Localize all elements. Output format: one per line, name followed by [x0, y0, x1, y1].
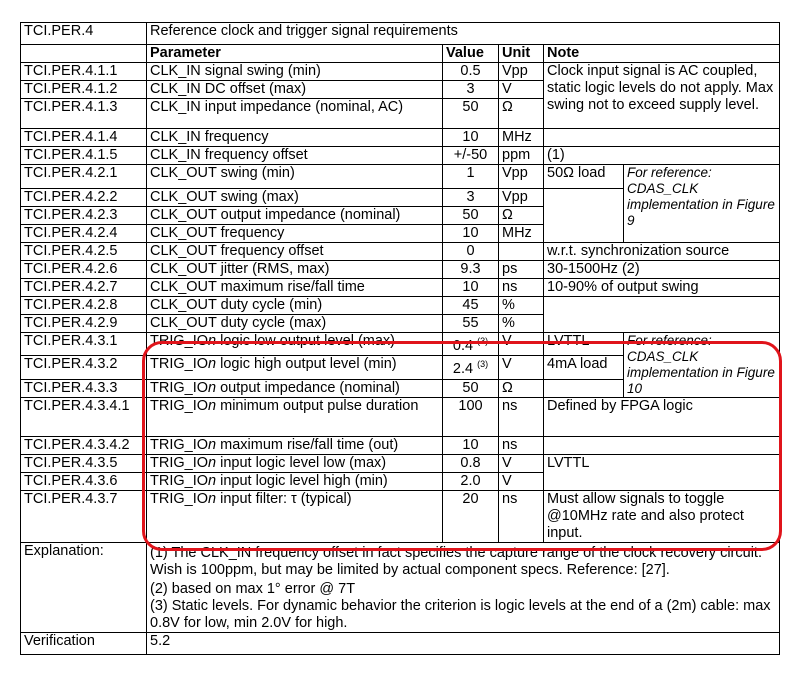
parameter-cell: CLK_OUT duty cycle (max)	[147, 315, 443, 333]
verification-value: 5.2	[147, 633, 780, 655]
unit-cell: Vpp	[499, 189, 544, 207]
requirement-id: TCI.PER.4.3.7	[21, 491, 147, 543]
parameter-text: TRIG_IO	[150, 379, 209, 396]
value-cell: 0	[443, 243, 499, 261]
unit-cell: Ω	[499, 99, 544, 129]
parameter-cell: CLK_OUT swing (min)	[147, 165, 443, 189]
unit-cell: Ω	[499, 379, 544, 397]
value-cell: 3	[443, 189, 499, 207]
note-cell: For reference: CDAS_CLK implementation in Figure 10	[624, 333, 780, 398]
value-cell: 50	[443, 379, 499, 397]
section-id: TCI.PER.4	[21, 23, 147, 45]
parameter-cell	[147, 491, 443, 543]
section-title: Reference clock and trigger signal requirements	[147, 23, 780, 45]
note-cell: 10-90% of output swing	[544, 279, 780, 297]
requirement-id: TCI.PER.4.2.7	[21, 279, 147, 297]
unit-cell: Ω	[499, 207, 544, 225]
parameter-text: input logic level low (max)	[216, 455, 387, 471]
parameter-cell: CLK_OUT maximum rise/fall time	[147, 279, 443, 297]
value-cell: 10	[443, 225, 499, 243]
requirement-id: TCI.PER.4.3.6	[21, 473, 147, 491]
footnote-3: (3) Static levels. For dynamic behavior the criterion is logic levels at the end of a (2m) cable: max 0.8V for low, min 2.0V for high.	[150, 598, 771, 631]
parameter-italic: n	[208, 398, 217, 414]
value-cell: 20	[443, 491, 499, 543]
parameter-cell: CLK_IN input impedance (nominal, AC)	[147, 99, 443, 129]
requirement-id: TCI.PER.4.1.5	[21, 147, 147, 165]
requirement-id: TCI.PER.4.1.2	[21, 81, 147, 99]
unit-cell: V	[499, 473, 544, 491]
note-cell: LVTTL	[544, 333, 624, 356]
requirement-id: TCI.PER.4.2.5	[21, 243, 147, 261]
note-cell	[544, 437, 780, 455]
value-cell: 0.8	[443, 455, 499, 473]
parameter-text: TRIG_IO	[150, 356, 209, 373]
parameter-italic: n	[208, 356, 217, 373]
unit-cell: %	[499, 315, 544, 333]
parameter-italic: n	[208, 437, 217, 453]
parameter-cell: CLK_IN signal swing (min)	[147, 63, 443, 81]
verification-label: Verification	[21, 633, 147, 655]
requirement-id: TCI.PER.4.2.6	[21, 261, 147, 279]
requirement-id: TCI.PER.4.3.2	[21, 356, 147, 379]
parameter-text: input filter: τ (typical)	[216, 491, 352, 507]
unit-cell: V	[499, 455, 544, 473]
parameter-text: TRIG_IO	[150, 473, 209, 489]
unit-cell: MHz	[499, 225, 544, 243]
parameter-cell	[147, 437, 443, 455]
value-cell: 10	[443, 279, 499, 297]
value-cell: 9.3	[443, 261, 499, 279]
requirement-id: TCI.PER.4.3.3	[21, 379, 147, 397]
parameter-cell	[147, 398, 443, 437]
requirement-id: TCI.PER.4.3.1	[21, 333, 147, 356]
requirement-id: TCI.PER.4.2.8	[21, 297, 147, 315]
parameter-text: TRIG_IO	[150, 437, 209, 453]
col-header-unit: Unit	[499, 45, 544, 63]
requirement-id: TCI.PER.4.3.4.1	[21, 398, 147, 437]
note-cell: 4mA load	[544, 356, 624, 379]
note-cell	[544, 297, 780, 333]
note-cell	[544, 189, 624, 243]
unit-cell: V	[499, 356, 544, 379]
table-row	[21, 129, 780, 147]
requirement-id: TCI.PER.4.2.9	[21, 315, 147, 333]
parameter-cell	[147, 333, 443, 356]
note-cell: Must allow signals to toggle @10MHz rate and also protect input.	[544, 491, 780, 543]
parameter-cell: CLK_OUT swing (max)	[147, 189, 443, 207]
table-row	[21, 333, 780, 356]
unit-cell: V	[499, 81, 544, 99]
unit-cell: Vpp	[499, 165, 544, 189]
parameter-cell: CLK_IN frequency	[147, 129, 443, 147]
note-cell: w.r.t. synchronization source	[544, 243, 780, 261]
note-cell: LVTTL	[544, 455, 780, 491]
value-cell: 0.5	[443, 63, 499, 81]
requirement-id: TCI.PER.4.3.4.2	[21, 437, 147, 455]
parameter-cell: CLK_OUT frequency	[147, 225, 443, 243]
unit-cell: ns	[499, 491, 544, 543]
parameter-italic: n	[208, 491, 217, 507]
requirement-id: TCI.PER.4.2.4	[21, 225, 147, 243]
unit-cell: ps	[499, 261, 544, 279]
note-cell: Clock input signal is AC coupled, static logic levels do not apply. Max swing not to exceed supply level.	[544, 63, 780, 129]
parameter-cell	[147, 356, 443, 379]
parameter-cell: CLK_OUT jitter (RMS, max)	[147, 261, 443, 279]
table-row	[21, 297, 780, 315]
parameter-text: minimum output pulse duration	[216, 398, 419, 414]
table-row	[21, 165, 780, 189]
parameter-text: input logic level high (min)	[216, 473, 388, 489]
note-cell: 30-1500Hz (2)	[544, 261, 780, 279]
parameter-text: maximum rise/fall time (out)	[216, 437, 399, 453]
parameter-italic: n	[208, 455, 217, 471]
table-row	[21, 455, 780, 473]
requirement-id: TCI.PER.4.1.4	[21, 129, 147, 147]
table-row	[21, 398, 780, 437]
requirement-id: TCI.PER.4.3.5	[21, 455, 147, 473]
col-header-note: Note	[544, 45, 780, 63]
note-cell	[544, 129, 780, 147]
value-cell: 100	[443, 398, 499, 437]
requirement-id: TCI.PER.4.1.1	[21, 63, 147, 81]
note-cell: 50Ω load	[544, 165, 624, 189]
unit-cell: MHz	[499, 129, 544, 147]
parameter-cell: CLK_IN DC offset (max)	[147, 81, 443, 99]
value-cell: 3	[443, 81, 499, 99]
parameter-text: logic high output level (min)	[216, 356, 397, 373]
parameter-cell: CLK_OUT duty cycle (min)	[147, 297, 443, 315]
unit-cell: ppm	[499, 147, 544, 165]
value-cell	[443, 356, 499, 379]
unit-cell: Vpp	[499, 63, 544, 81]
requirement-id: TCI.PER.4.1.3	[21, 99, 147, 129]
value-cell: 50	[443, 207, 499, 225]
footnote-2: (2) based on max 1° error @ 7T	[150, 581, 356, 597]
parameter-italic: n	[208, 473, 217, 489]
col-header-parameter: Parameter	[147, 45, 443, 63]
value-text: 0.4	[452, 337, 474, 354]
table-row	[21, 243, 780, 261]
parameter-text: output impedance (nominal)	[216, 379, 400, 396]
table-row	[21, 63, 780, 81]
parameter-cell	[147, 379, 443, 397]
parameter-cell: CLK_OUT frequency offset	[147, 243, 443, 261]
unit-cell: %	[499, 297, 544, 315]
parameter-cell	[147, 455, 443, 473]
parameter-text: TRIG_IO	[150, 333, 209, 349]
footnote-1: (1) The CLK_IN frequency offset in fact specifies the capture range of the clock recovery circuit. Wish is 100ppm, but may be limited by actual component specs. Reference: [27].	[150, 545, 762, 578]
value-cell: 55	[443, 315, 499, 333]
explanation-text	[147, 543, 780, 633]
value-cell: 50	[443, 99, 499, 129]
requirements-table	[20, 22, 780, 655]
parameter-italic: n	[208, 379, 217, 396]
unit-cell: ns	[499, 398, 544, 437]
value-cell: 1	[443, 165, 499, 189]
table-row	[21, 437, 780, 455]
unit-cell	[499, 243, 544, 261]
table-row	[21, 147, 780, 165]
unit-cell: ns	[499, 279, 544, 297]
value-cell: +/-50	[443, 147, 499, 165]
value-cell	[443, 333, 499, 356]
parameter-text: TRIG_IO	[150, 398, 209, 414]
parameter-text: TRIG_IO	[150, 491, 209, 507]
table-row	[21, 279, 780, 297]
value-cell: 2.0	[443, 473, 499, 491]
value-cell: 10	[443, 129, 499, 147]
requirement-id: TCI.PER.4.2.1	[21, 165, 147, 189]
note-cell	[544, 379, 624, 397]
parameter-cell: CLK_OUT output impedance (nominal)	[147, 207, 443, 225]
unit-cell: ns	[499, 437, 544, 455]
note-cell: (1)	[544, 147, 780, 165]
note-cell: Defined by FPGA logic	[544, 398, 780, 437]
parameter-text: logic low output level (max)	[216, 333, 396, 349]
value-footnote: (3)	[477, 359, 489, 370]
parameter-italic: n	[208, 333, 217, 349]
unit-cell: V	[499, 333, 544, 356]
explanation-label: Explanation:	[21, 543, 147, 633]
parameter-cell	[147, 473, 443, 491]
parameter-text: TRIG_IO	[150, 455, 209, 471]
requirement-id: TCI.PER.4.2.2	[21, 189, 147, 207]
value-footnote: (3)	[477, 336, 489, 346]
requirement-id: TCI.PER.4.2.3	[21, 207, 147, 225]
table-row	[21, 261, 780, 279]
parameter-cell: CLK_IN frequency offset	[147, 147, 443, 165]
header-blank	[21, 45, 147, 63]
value-cell: 10	[443, 437, 499, 455]
col-header-value: Value	[443, 45, 499, 63]
note-cell: For reference: CDAS_CLK implementation in Figure 9	[624, 165, 780, 243]
value-text: 2.4	[452, 361, 474, 378]
value-cell: 45	[443, 297, 499, 315]
table-row	[21, 491, 780, 543]
